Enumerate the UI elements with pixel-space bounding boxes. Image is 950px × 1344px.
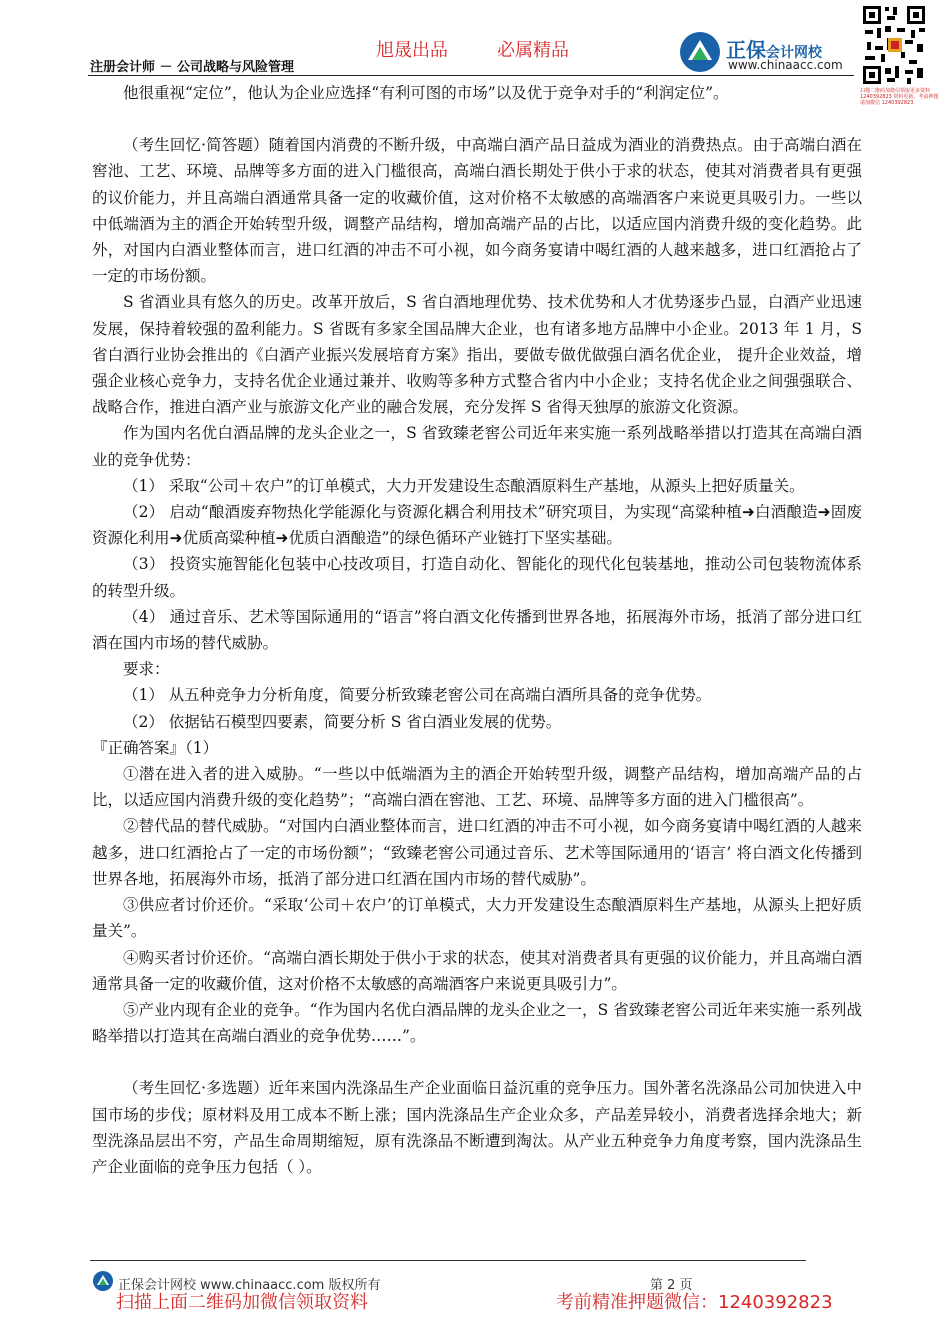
question-1-company: 作为国内名优白酒品牌的龙头企业之一，S 省致臻老窖公司近年来实施一系列战略举措以打造其在高端白酒业的竞争优势： [92,424,862,469]
requirements-label: 要求： [123,660,170,679]
brand-logo-icon [678,30,722,74]
measure-item-2: （2） 启动“酿酒废弃物热化学能源化与资源化耦合利用技术”研究项目，为实现“高粱种植➜白酒酿造➜固废资源化利用➜优质高粱种植➜优质白酒酿造”的绿色循环产业链打下坚实基础。 [92,503,862,548]
footer-copyright: 正保会计网校 www.chinaacc.com 版权所有 [118,1278,381,1293]
qr-note: 扫描二维码加微信领取更多资料 1240392823 资料更新，考前押题请加微信 1240392823 [860,88,939,106]
page-footer [0,1258,950,1344]
footer-promo-left: 扫描上面二维码加微信领取资料 [116,1292,368,1313]
page-number: 第 2 页 [650,1278,693,1293]
header-promo-right: 必属精品 [497,40,569,61]
question-1-text: （考生回忆·简答题）随着国内消费的不断升级，中高端白酒产品日益成为酒业的消费热点。由于高端白酒在窖池、工艺、环境、品牌等多方面的进入门槛很高，高端白酒长期处于供小于求的状态，使其对消费者具有更强的议价能力，并且高端白酒通常具备一定的收藏价值，这对价格不太敏感的高端酒客户来说更具吸引力。一些以中低端酒为主的酒企开始转型升级，调整产品结构，增加高端产品的占比，以适应国内消费升级的变化趋势。此外，对国内白酒业整体而言，进口红酒的冲击不可小视，如今商务宴请中喝红酒的人越来越多，进口红酒抢占了一定的市场份额。 [92,136,862,286]
requirement-2: （2） 依据钻石模型四要素，简要分析 S 省白酒业发展的优势。 [123,712,562,731]
answer-point-1: ①潜在进入者的进入威胁。“一些以中低端酒为主的酒企开始转型升级，调整产品结构，增加高端产品的占比，以适应国内消费升级的变化趋势”；“高端白酒在窖池、工艺、环境、品牌等多方面的进入门槛很高”。 [92,765,862,810]
footer-promo-right: 考前精准押题微信：1240392823 [556,1292,833,1313]
measure-item-1: （1） 采取“公司＋农户”的订单模式，大力开发建设生态酿酒原料生产基地，从源头上把好质量关。 [123,476,805,495]
footer-logo-icon [92,1270,114,1292]
answer-point-5: ⑤产业内现有企业的竞争。“作为国内名优白酒品牌的龙头企业之一，S 省致臻老窖公司近年来实施一系列战略举措以打造其在高端白酒业的竞争优势……”。 [92,1000,862,1046]
brand-url: www.chinaacc.com [728,58,843,72]
brand-name: 正保会计网校 [726,38,822,62]
document-body [92,80,862,1180]
course-title: 注册会计师 － 公司战略与风险管理 [90,60,295,75]
question-1-background: S 省酒业具有悠久的历史。改革开放后，S 省白酒地理优势、技术优势和人才优势逐步凸显，白酒产业迅速发展，保持着较强的盈利能力。S 省既有多家全国品牌大企业，也有诸多地方品牌中小企业。2013 年 1 月，S 省白酒行业协会推出的《白酒产业振兴发展培育方案》指出，要做专做优做强白酒名优企业， 提升企业效益，增强企业核心竞争力，支持名优企业通过兼并、收购等多种方式整合省内中小企业；支持名优企业之间强强联合、战略合作，推进白酒产业与旅游文化产业的融合发展，充分发挥 S 省得天独厚的旅游文化资源。 [92,293,862,417]
footer-rule [90,1260,806,1261]
answer-point-3: ③供应者讨价还价。“采取‘公司＋农户’的订单模式，大力开发建设生态酿酒原料生产基地，从源头上把好质量关”。 [92,896,862,941]
answer-point-4: ④购买者讨价还价。“高端白酒长期处于供小于求的状态，使其对消费者具有更强的议价能力，并且高端白酒通常具备一定的收藏价值，这对价格不太敏感的高端酒客户来说更具吸引力”。 [92,948,862,993]
answer-heading: 『正确答案』（1） [92,738,219,757]
measure-item-3: （3） 投资实施智能化包装中心技改项目，打造自动化、智能化的现代化包装基地，推动公司包装物流体系的转型升级。 [92,555,862,600]
qr-code-icon [861,4,927,86]
requirement-1: （1） 从五种竞争力分析角度，简要分析致臻老窖公司在高端白酒所具备的竞争优势。 [123,686,712,705]
brand-logo [678,30,858,72]
header-promo-left: 旭晟出品 [376,40,448,61]
spacer [92,1049,862,1075]
spacer [92,106,862,132]
header-rule [88,75,854,76]
measure-item-4: （4） 通过音乐、艺术等国际通用的“语言”将白酒文化传播到世界各地，拓展海外市场，抵消了部分进口红酒在国内市场的替代威胁。 [92,607,862,653]
intro-paragraph: 他很重视“定位”，他认为企业应选择“有利可图的市场”以及优于竞争对手的“利润定位”。 [123,84,729,102]
question-2-text: （考生回忆·多选题）近年来国内洗涤品生产企业面临日益沉重的竞争压力。国外著名洗涤品公司加快进入中国市场的步伐；原材料及用工成本不断上涨；国内洗涤品生产企业众多，产品差异较小，消费者选择余地大；新型洗涤品层出不穷，产品生命周期缩短，原有洗涤品不断遭到淘汰。从产业五种竞争力角度考察，国内洗涤品生产企业面临的竞争压力包括（ ）。 [92,1079,862,1176]
answer-point-2: ②替代品的替代威胁。“对国内白酒业整体而言，进口红酒的冲击不可小视，如今商务宴请中喝红酒的人越来越多，进口红酒抢占了一定的市场份额”；“致臻老窖公司通过音乐、艺术等国际通用的‘语言’ 将白酒文化传播到世界各地，拓展海外市场，抵消了部分进口红酒在国内市场的替代威胁”。 [92,817,862,888]
